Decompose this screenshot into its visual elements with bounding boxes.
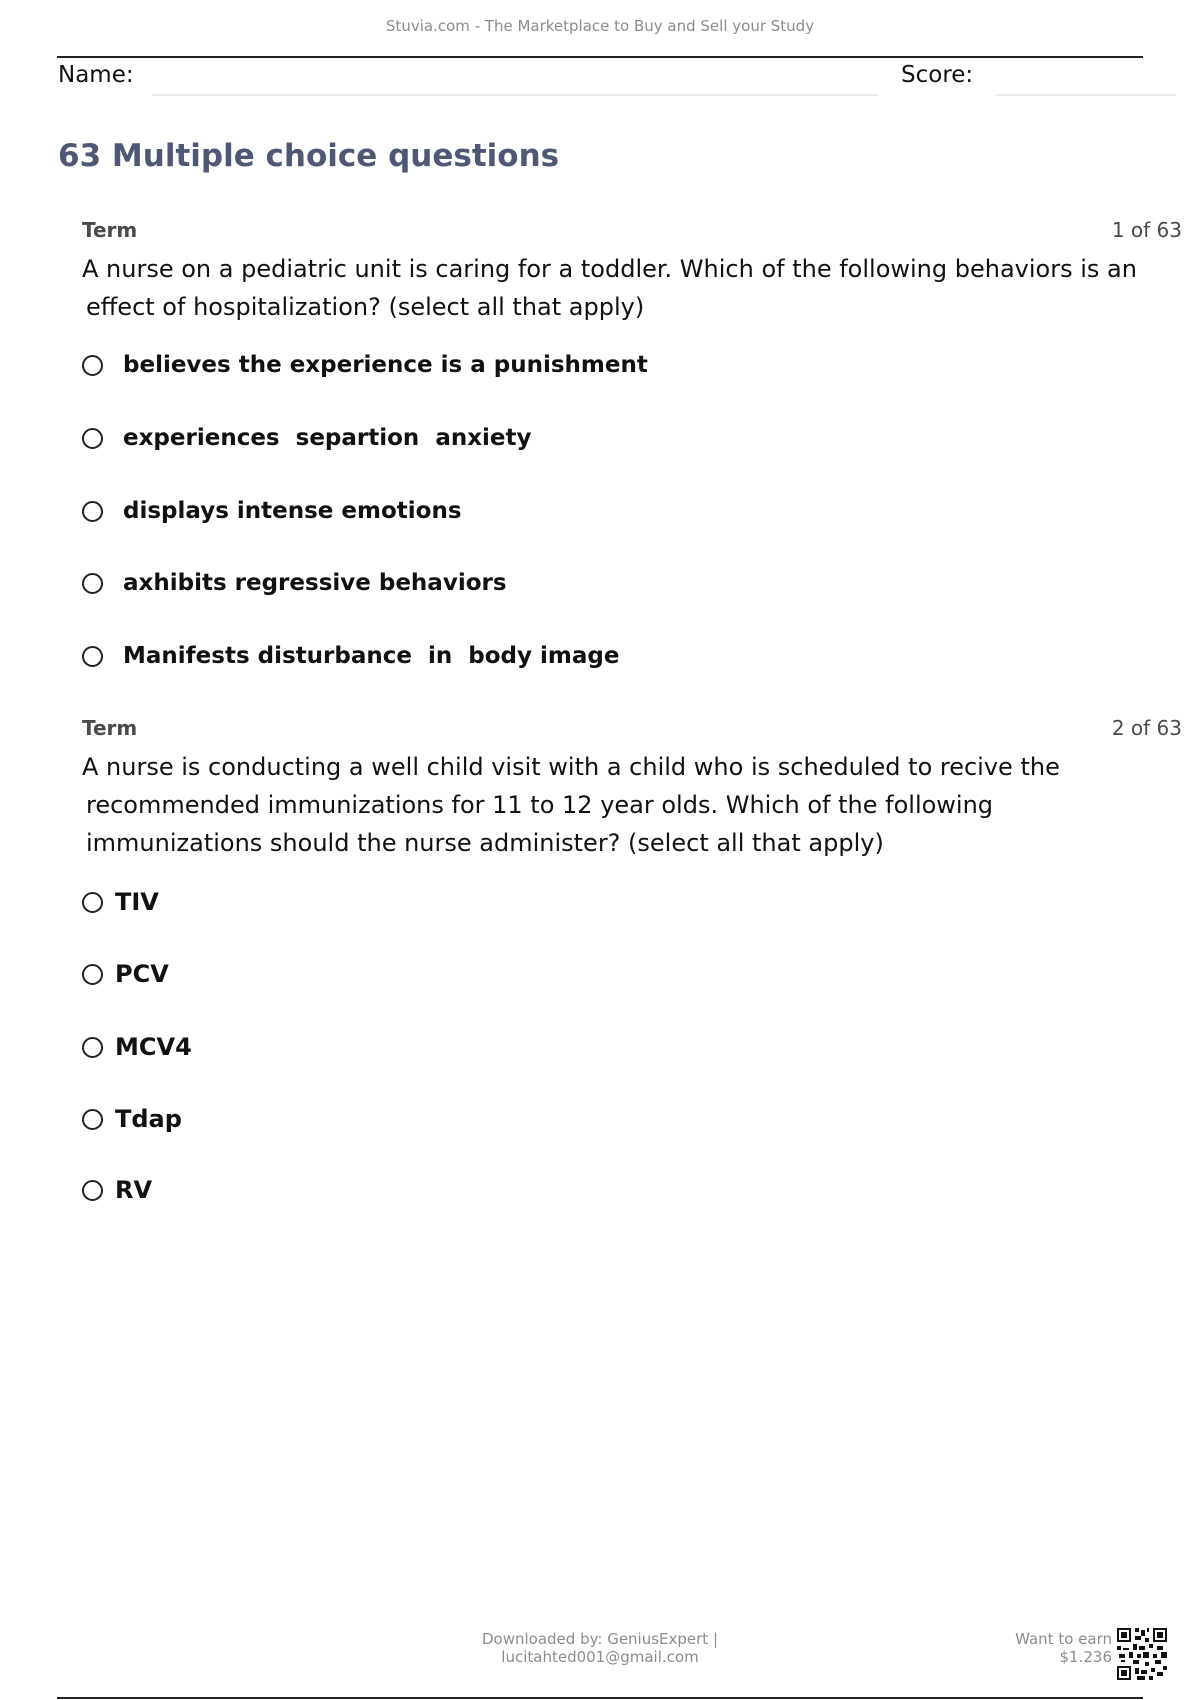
score-label: Score: xyxy=(901,62,974,88)
answer-option[interactable] xyxy=(82,882,159,922)
radio-button-icon[interactable] xyxy=(82,1109,103,1130)
radio-button-icon[interactable] xyxy=(82,573,103,594)
radio-button-icon[interactable] xyxy=(82,1037,103,1058)
answer-option[interactable] xyxy=(82,491,462,531)
answer-option[interactable] xyxy=(82,1170,152,1210)
qr-code-icon[interactable] xyxy=(1117,1628,1167,1680)
question-text xyxy=(82,748,1181,862)
answer-option-label: Tdap xyxy=(115,1105,182,1133)
radio-button-icon[interactable] xyxy=(82,964,103,985)
radio-button-icon[interactable] xyxy=(82,892,103,913)
downloader-email: lucitahted001@gmail.com xyxy=(501,1648,699,1666)
question-text xyxy=(82,250,1181,326)
answer-option-label: believes the experience is a punishment xyxy=(123,352,648,378)
question-text-line: A nurse is conducting a well child visit with a child who is scheduled to recive the xyxy=(82,753,1060,781)
earn-promo-text: Want to earn xyxy=(1015,1630,1112,1648)
downloaded-by-text: Downloaded by: GeniusExpert | xyxy=(481,1630,719,1648)
answer-option-label: Manifests disturbance in body image xyxy=(123,643,620,669)
question-text-line: immunizations should the nurse administer? (select all that apply) xyxy=(86,829,884,857)
section-title: 63 Multiple choice questions xyxy=(58,138,560,174)
earn-promo[interactable] xyxy=(912,1630,1112,1666)
answer-option-label: axhibits regressive behaviors xyxy=(123,570,507,596)
question-counter: 1 of 63 xyxy=(1111,218,1182,242)
score-field-line[interactable] xyxy=(996,94,1176,96)
question-term-label: Term xyxy=(82,716,138,740)
question-text-line: effect of hospitalization? (select all that apply) xyxy=(86,293,645,321)
answer-option-label: MCV4 xyxy=(115,1033,192,1061)
radio-button-icon[interactable] xyxy=(82,501,103,522)
stuvia-watermark: Stuvia.com - The Marketplace to Buy and Sell your Study xyxy=(385,17,815,35)
answer-option-label: displays intense emotions xyxy=(123,498,462,524)
answer-option[interactable] xyxy=(82,636,619,676)
answer-option[interactable] xyxy=(82,1099,182,1139)
answer-option-label: experiences separtion anxiety xyxy=(123,425,532,451)
radio-button-icon[interactable] xyxy=(82,428,103,449)
answer-option-label: TIV xyxy=(115,888,159,916)
footer-rule xyxy=(57,1697,1143,1699)
name-field-line[interactable] xyxy=(152,94,878,96)
header-rule xyxy=(57,56,1143,58)
answer-option[interactable] xyxy=(82,563,507,603)
question-counter: 2 of 63 xyxy=(1111,716,1182,740)
answer-option[interactable] xyxy=(82,418,532,458)
question-text-line: recommended immunizations for 11 to 12 year olds. Which of the following xyxy=(86,791,994,819)
answer-option[interactable] xyxy=(82,954,169,994)
radio-button-icon[interactable] xyxy=(82,1180,103,1201)
download-info xyxy=(400,1630,800,1666)
answer-option-label: RV xyxy=(115,1176,153,1204)
question-term-label: Term xyxy=(82,218,138,242)
radio-button-icon[interactable] xyxy=(82,646,103,667)
answer-option[interactable] xyxy=(82,345,648,385)
earn-promo-amount: $1.236 xyxy=(1059,1648,1112,1666)
question-text-line: A nurse on a pediatric unit is caring for a toddler. Which of the following behaviors is an xyxy=(82,255,1137,283)
answer-option-label: PCV xyxy=(115,960,169,988)
radio-button-icon[interactable] xyxy=(82,355,103,376)
name-label: Name: xyxy=(58,62,134,88)
answer-option[interactable] xyxy=(82,1027,192,1067)
